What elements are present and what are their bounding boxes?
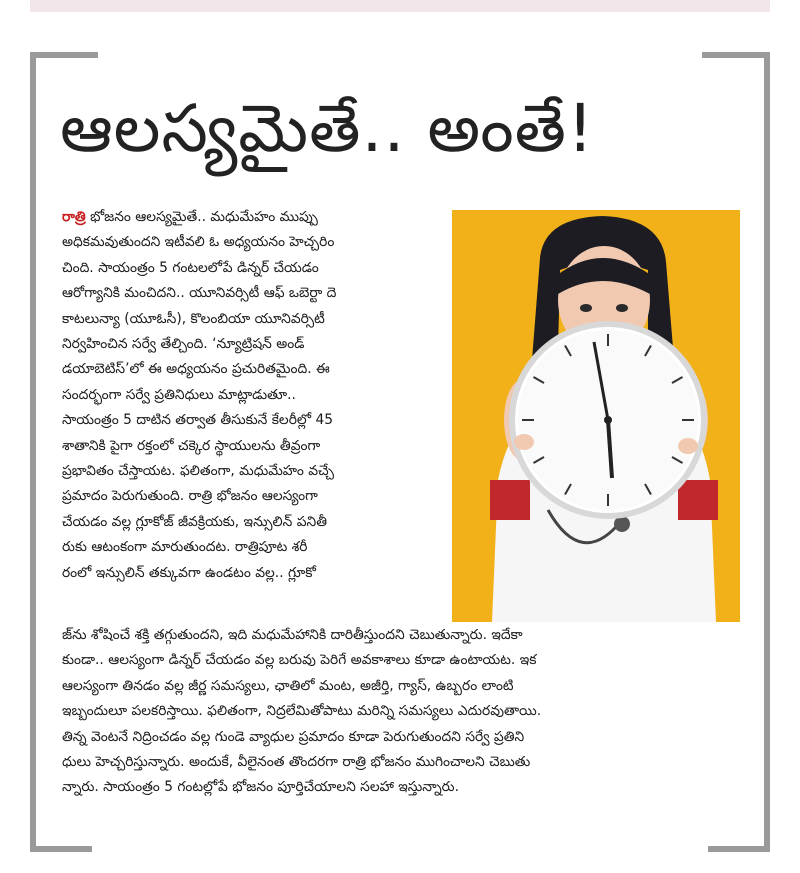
article-photo xyxy=(452,210,740,622)
article-body-top xyxy=(62,205,442,586)
body-line: ఆలస్యంగా తినడం వల్ల జీర్ణ సమస్యలు, ఛాతిలో మంట, అజీర్తి, గ్యాస్, ఉబ్బరం లాంటి xyxy=(62,677,514,694)
body-line: సందర్భంగా సర్వే ప్రతినిధులు మాట్లాడుతూ.. xyxy=(62,386,296,403)
lead-word: రాత్రి xyxy=(62,209,86,225)
body-line: తిన్న వెంటనే నిద్రించడం వల్ల గుండె వ్యాధుల ప్రమాదం కూడా పెరుగుతుందని సర్వే ప్రతిని xyxy=(62,728,525,745)
top-color-band xyxy=(30,0,770,12)
body-line: చేయడం వల్ల గ్లూకోజ్ జీవక్రియకు, ఇన్సులిన్ పనితీ xyxy=(62,513,327,530)
body-line: కుండా.. ఆలస్యంగా డిన్నర్ చేయడం వల్ల బరువు పెరిగే అవకాశాలు కూడా ఉంటాయట. ఇక xyxy=(62,652,537,669)
body-line-text: భోజనం ఆలస్యమైతే.. మధుమేహం ముప్పు xyxy=(85,209,318,225)
body-line: కాటలున్యా (యూఓసీ), కొలంబియా యూనివర్సిటీ xyxy=(62,310,325,327)
body-line: ఆరోగ్యానికి మంచిదని.. యూనివర్సిటీ ఆఫ్ ఒబెర్టా దె xyxy=(62,285,337,302)
frame-corner-bottom-right xyxy=(708,846,770,852)
body-line: శాతానికి పైగా రక్తంలో చక్కెర స్థాయులను తీవ్రంగా xyxy=(62,437,321,454)
article-headline: ఆలస్యమైతే.. అంతే! xyxy=(60,90,595,167)
body-line: ప్రమాదం పెరుగుతుంది. రాత్రి భోజనం ఆలస్యంగా xyxy=(62,488,318,505)
body-line: ధులు హెచ్చరిస్తున్నారు. అందుకే, వీలైనంత తొందరగా రాత్రి భోజనం ముగించాలని చెబుతు xyxy=(62,754,531,771)
doctor-with-clock-illustration xyxy=(452,210,740,622)
body-line: సాయంత్రం 5 దాటిన తర్వాత తీసుకునే కేలరీల్లో 45 xyxy=(62,412,334,429)
body-line: అధికమవుతుందని ఇటీవలి ఓ అధ్యయనం హెచ్చరిం xyxy=(62,234,335,251)
frame-corner-bottom-left xyxy=(30,846,92,852)
body-line: న్నారు. సాయంత్రం 5 గంటల్లోపే భోజనం పూర్తిచేయాలని సలహా ఇస్తున్నారు. xyxy=(62,779,459,796)
body-line: రుకు ఆటంకంగా మారుతుందట. రాత్రిపూట శరీ xyxy=(62,539,308,556)
body-line: ఇబ్బందులూ పలకరిస్తాయి. ఫలితంగా, నిద్రలేమితోపాటు మరిన్ని సమస్యలు ఎదురవుతాయి. xyxy=(62,703,542,720)
body-line: డయాబెటిస్’లో ఈ అధ్యయనం ప్రచురితమైంది. ఈ xyxy=(62,361,330,378)
body-line: నిర్వహించిన సర్వే తేల్చింది. ‘న్యూట్రిషన్ అండ్ xyxy=(62,336,305,353)
body-line: జ్‌ను శోషించే శక్తి తగ్గుతుందని, ఇది మధుమేహానికి దారితీస్తుందని చెబుతున్నారు. ఇదేకా xyxy=(62,627,523,643)
article-body-bottom xyxy=(62,623,738,801)
body-line: ప్రభావితం చేస్తాయట. ఫలితంగా, మధుమేహం వచ్చే xyxy=(62,463,334,480)
body-line xyxy=(62,205,442,230)
body-line: రంలో ఇన్సులిన్ తక్కువగా ఉండటం వల్ల.. గ్లూకో xyxy=(62,564,316,581)
body-line: చింది. సాయంత్రం 5 గంటలలోపే డిన్నర్ చేయడం xyxy=(62,259,319,276)
clock-icon xyxy=(512,324,704,516)
